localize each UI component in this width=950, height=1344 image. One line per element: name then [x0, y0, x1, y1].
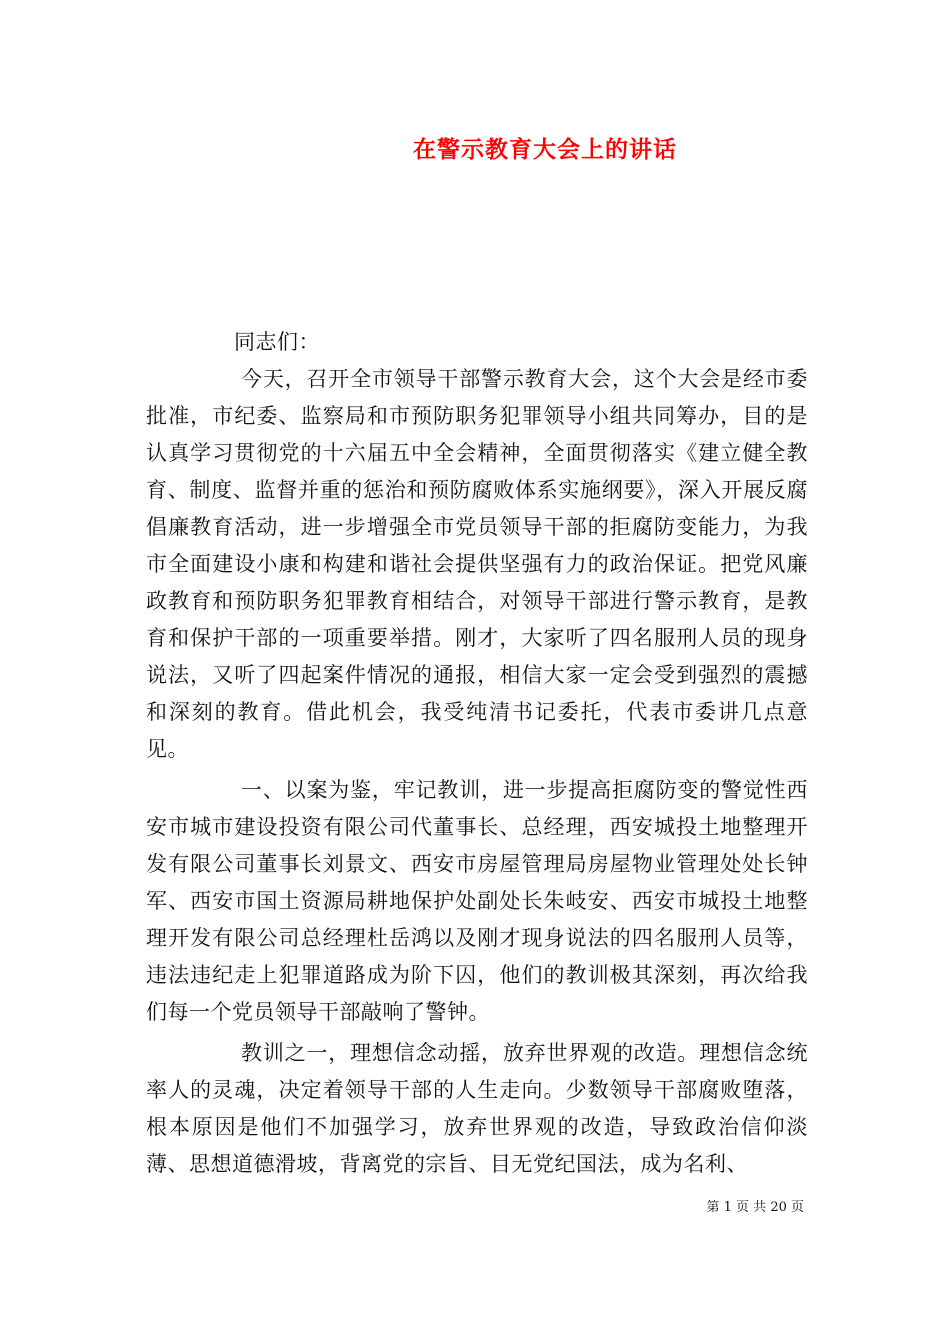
page-number: 第 1 页 共 20 页: [706, 1200, 804, 1215]
paragraph-2: 一、以案为鉴，牢记教训，进一步提高拒腐防变的警觉性西安市城市建设投资有限公司代董事长、总经理，西安城投土地整理开发有限公司董事长刘景文、西安市房屋管理局房屋物业管理处处长钟军、西安市国土资源局耕地保护处副处长朱岐安、西安市城投土地整理开发有限公司总经理杜岳鸿以及刚才现身说法的四名服刑人员等，违法违纪走上犯罪道路成为阶下囚，他们的教训极其深刻，再次给我们每一个党员领导干部敲响了警钟。: [146, 778, 808, 1024]
paragraph-3: 教训之一，理想信念动摇，放弃世界观的改造。理想信念统率人的灵魂，决定着领导干部的人生走向。少数领导干部腐败堕落，根本原因是他们不加强学习，放弃世界观的改造，导致政治信仰淡薄、思想道德滑坡，背离党的宗旨、目无党纪国法，成为名利、: [146, 1041, 808, 1176]
document-title: 在警示教育大会上的讲话: [413, 136, 677, 163]
document-body: [146, 324, 808, 1183]
paragraph-1: 今天，召开全市领导干部警示教育大会，这个大会是经市委批准，市纪委、监察局和市预防职务犯罪领导小组共同筹办，目的是认真学习贯彻党的十六届五中全会精神，全面贯彻落实《建立健全教育、制度、监督并重的惩治和预防腐败体系实施纲要》，深入开展反腐倡廉教育活动，进一步增强全市党员领导干部的拒腐防变能力，为我市全面建设小康和构建和谐社会提供坚强有力的政治保证。把党风廉政教育和预防职务犯罪教育相结合，对领导干部进行警示教育，是教育和保护干部的一项重要举措。刚才，大家听了四名服刑人员的现身说法，又听了四起案件情况的通报，相信大家一定会受到强烈的震撼和深刻的教育。借此机会，我受纯清书记委托，代表市委讲几点意见。: [146, 367, 808, 761]
salutation: 同志们：: [234, 330, 320, 354]
